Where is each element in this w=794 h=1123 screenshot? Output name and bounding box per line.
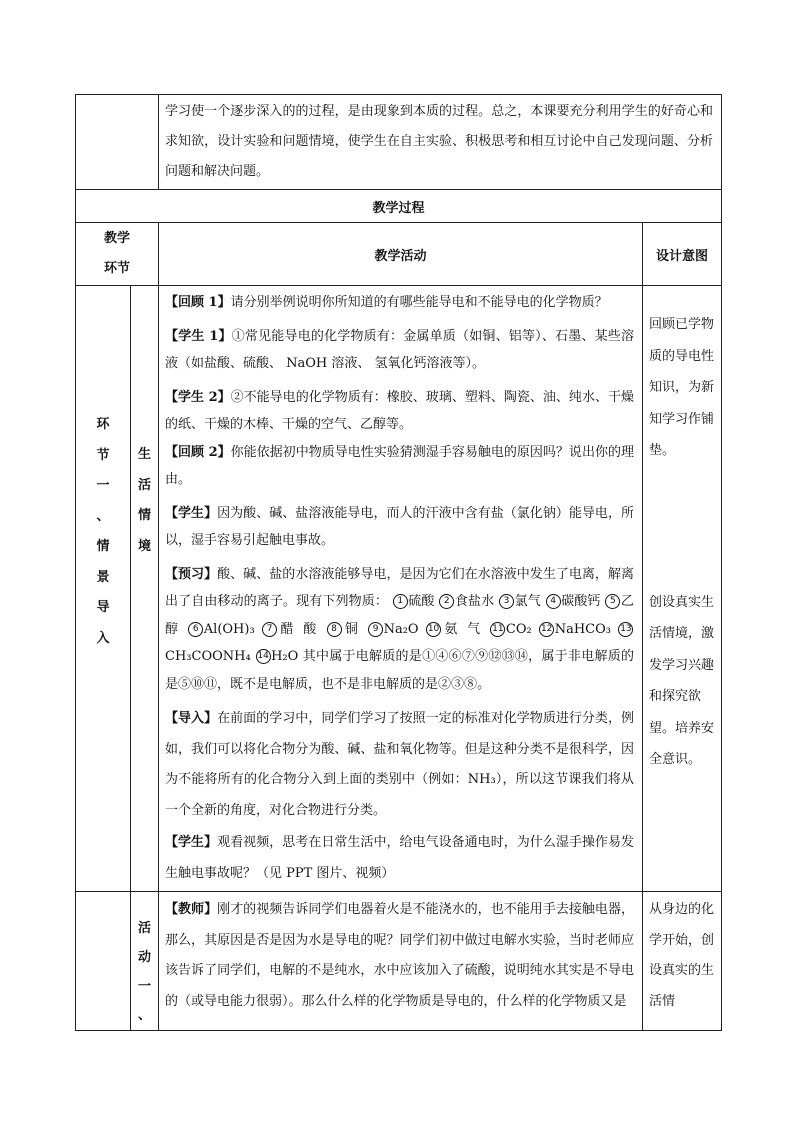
number-circle-3: 3 [499,594,514,609]
stage2-sub-char: 、 [137,1008,151,1023]
review1-paragraph [159,289,642,317]
number-circle-6: 6 [188,622,203,637]
preview-end: 。 [477,676,491,692]
substance: NaHCO₃ [554,621,611,637]
stage2-empty-cell [76,892,131,1031]
stage1-char: 一 [96,478,110,493]
stage1-char: 导 [96,600,110,615]
substance: 乙 醇 [165,594,634,637]
stage1-char: 入 [96,630,110,646]
number-circle-4: 4 [546,594,561,609]
student4-tag: 【学生】 [165,835,218,850]
review2-tag: 【回顾 2】 [165,444,231,460]
number-circle-11: 11 [490,622,505,637]
stage1-char: 景 [96,569,110,585]
stage1-sub-char: 活 [137,477,151,493]
student4-paragraph [159,828,642,889]
student3-paragraph [159,500,642,555]
student2-tag: 【学生 2】 [165,389,231,405]
student3-text: 因为酸、碱、盐溶液能导电，而人的汗液中含有盐（氯化钠）能导电，所以，湿手容易引起触电事故。 [165,505,634,548]
number-circle-7: 7 [262,622,277,637]
stage2-intent: 从身边的化学开始，创设真实的生活情 [649,902,715,1009]
intro-cell [159,95,722,190]
lesson-plan-table [75,94,722,1031]
stage2-sub-char: 活 [137,921,151,936]
substance: 醋 酸 [277,621,320,637]
lead-in-tag: 【导入】 [165,711,218,726]
substance: 铜 [342,621,361,637]
review1-text: 请分别举例说明你所知道的有哪些能导电和不能导电的化学物质？ [230,295,608,310]
substance: 硫酸 [408,594,435,609]
electrolytes-answer: ①④⑥⑦⑨⑫⑬⑭ [422,649,529,664]
section-title: 教学过程 [76,190,722,223]
number-circle-13: 13 [618,622,633,637]
substance: 碳酸钙 [561,594,601,609]
header-stage-line1: 教学 [103,231,130,246]
header-activity: 教学活动 [159,223,643,286]
preview-text-d: ，既不是电解质，也不是非电解质的是 [217,676,439,692]
substance: H₂O [271,649,299,664]
stage2-sub-label [131,892,159,1031]
stage1-row [76,286,722,892]
header-stage [76,223,159,286]
review1-tag: 【回顾 1】 [165,295,231,310]
stage1-sub-char: 境 [137,538,151,554]
section-title-row [76,190,722,223]
preview-paragraph [159,561,642,699]
review2-text: 你能依据初中物质导电性实验猜测湿手容易触电的原因吗？说出你的理由。 [165,444,634,487]
student2-text: ②不能导电的化学物质有：橡胶、玻璃、塑料、陶瓷、油、纯水、干燥的纸、干燥的木棒、干燥的空气、乙醇等。 [165,389,634,432]
substance: 氨 气 [441,621,483,637]
neither-answer: ②③⑧ [438,676,478,692]
stage1-char: 环 [96,417,110,432]
stage2-sub-char: 动 [137,950,151,965]
lead-in-text: 在前面的学习中，同学们学习了按照一定的标准对化学物质进行分类，例如，我们可以将化合物分为酸、碱、盐和氧化物等。但是这种分类不是很科学，因为不能将所有的化合物分入到上面的类别中（例如：NH₃），所以这节课我们将从一个全新的角度，对化合物进行分类。 [165,711,634,818]
header-intent: 设计意图 [643,223,722,286]
lead-in-paragraph [159,704,642,826]
number-circle-5: 5 [605,594,620,609]
stage2-sub-char: 一 [137,979,151,994]
substance: 食盐水 [454,594,495,609]
stage2-intent-cell [643,892,722,1031]
stage1-char: 情 [96,539,110,554]
number-circle-14: 14 [256,649,271,664]
student2-paragraph [159,384,642,439]
teacher-text: 刚才的视频告诉同学们电器着火是不能浇水的，也不能用手去接触电器，那么，其原因是否是因为水是导电的呢？同学们初中做过电解水实验，当时老师应该告诉了同学们，电解的不是纯水，水中应该加入了硫酸，说明纯水其实是不导电的（或导电能力很弱）。那么什么样的化学物质是导电的，什么样的化学物质又是 [165,902,634,1009]
substance: Al(OH)₃ [203,621,255,637]
number-circle-1: 1 [393,594,408,609]
substance: CO₂ [505,621,532,637]
student1-text: ①常见能导电的化学物质有：金属单质（如铜、铝等）、石墨、某些溶液（如盐酸、硫酸、 NaOH 溶液、 氢氧化钙溶液等）。 [165,328,634,371]
non-electrolytes-answer: ⑤⑩⑪ [178,676,218,692]
preview-tag: 【预习】 [165,566,218,582]
teacher-paragraph [159,895,642,1017]
stage1-activity-cell [159,286,643,892]
stage1-intent-b: 创设真实生活情境，激发学习兴趣和探究欲望。培养安全意识。 [649,594,715,767]
preview-text-b: 其中属于电解质的是 [302,649,423,664]
intro-text: 学习使一个逐步深入的的过程，是由现象到本质的过程。总之，本课要充分利用学生的好奇心和求知欲，设计实验和问题情境，使学生在自主实验、积极思考和相互讨论中自己发现问题、分析问题和解决问题。 [165,104,714,179]
student3-tag: 【学生】 [165,505,218,521]
number-circle-2: 2 [439,594,454,609]
number-circle-10: 10 [426,622,441,637]
student4-text: 观看视频，思考在日常生活中，给电气设备通电时，为什么湿手操作易发生触电事故呢？（见 PPT 图片、视频） [165,835,634,881]
teacher-tag: 【教师】 [165,902,218,917]
stage2-activity-cell [159,892,643,1031]
intro-empty-cell [76,95,159,190]
substance: CH₃COONH₄ [165,649,251,664]
header-stage-line2: 环节 [103,261,130,276]
student1-tag: 【学生 1】 [165,328,232,344]
preview-text-c: ，属于非电解质的是 [165,649,634,692]
stage1-sub-char: 情 [137,508,151,523]
header-row [76,223,722,286]
intro-row [76,95,722,190]
number-circle-8: 8 [327,622,342,637]
stage1-sub-label [131,286,159,892]
student1-paragraph [159,323,642,378]
stage1-char: 节 [96,447,110,463]
stage2-row [76,892,722,1031]
stage1-sub-char: 生 [137,447,151,462]
stage1-label [76,286,131,892]
stage1-char: 、 [96,508,110,524]
substance: 氯气 [514,594,541,609]
review2-paragraph [159,439,642,494]
preview-text: 酸、碱、盐的水溶液能够导电，是因为它们在水溶液中发生了电离，解离出了自由移动的离子。现有下列物质： [165,566,634,609]
stage1-intent-a: 回顾已学物质的导电性知识，为新知学习作铺垫。 [649,317,715,458]
stage1-intent-cell [643,286,722,892]
substance: Na₂O [383,621,419,637]
number-circle-9: 9 [368,622,383,637]
number-circle-12: 12 [539,622,554,637]
